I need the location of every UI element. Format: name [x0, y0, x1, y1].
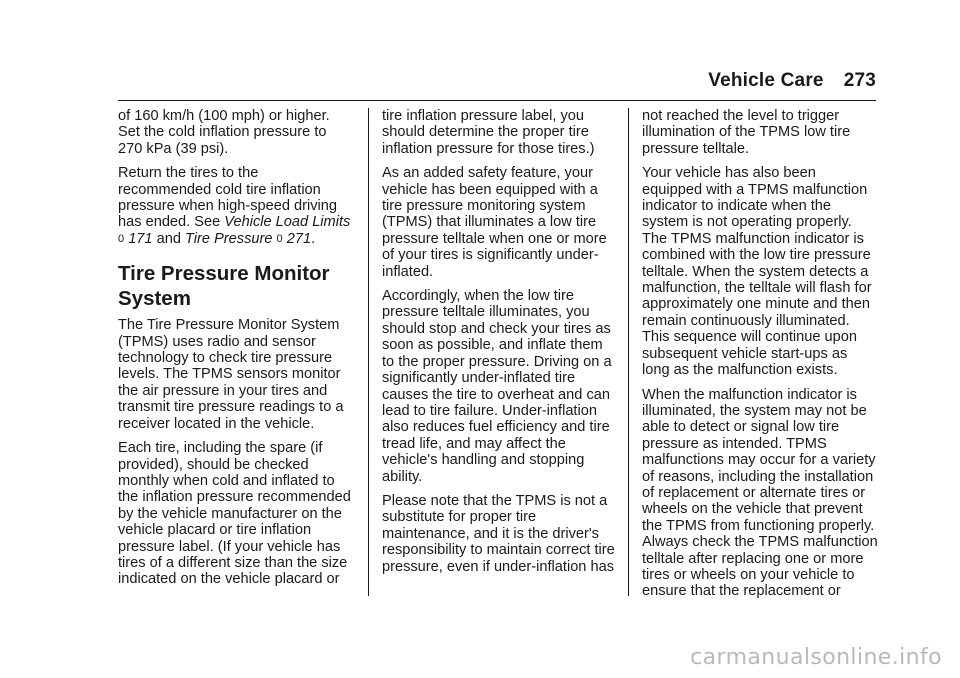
paragraph: tire inflation pressure label, you should determine the proper tire inflation pressure for those tires.) — [382, 108, 595, 157]
page-header — [0, 70, 876, 92]
cross-reference-link[interactable]: Vehicle Load Limits — [224, 214, 351, 231]
paragraph-text: . — [311, 230, 316, 247]
paragraph: As an added safety feature, your vehicle has been equipped with a tire pressure monitoring system (TPMS) that illuminates a low tire pressure telltale when one or more of your tires is significantly under-inflated. — [382, 165, 607, 280]
paragraph-text: Return the tires to the recommended cold tire inflation pressure when high-speed driving has ended. See — [118, 165, 338, 231]
paragraph: Please note that the TPMS is not a substitute for proper tire maintenance, and it is the driver's responsibility to maintain correct tire pressure, even if under-inflation has — [382, 492, 615, 575]
header-section-title: Vehicle Care — [708, 70, 824, 91]
watermark: carmanualsonline.info — [690, 645, 942, 670]
header-rule — [118, 100, 876, 101]
paragraph — [118, 165, 354, 247]
text-column-2 — [382, 108, 618, 583]
paragraph: The Tire Pressure Monitor System (TPMS) uses radio and sensor technology to check tire pressure levels. The TPMS sensors monitor the air pressure in your tires and transmit tire pressure readings to a receiver located in the vehicle. — [118, 317, 344, 432]
page-reference-arrow-icon: 0 — [276, 232, 283, 245]
cross-reference-page[interactable]: 271 — [286, 230, 312, 247]
column-divider — [368, 108, 369, 596]
paragraph: Your vehicle has also been equipped with a TPMS malfunction indicator to indicate when the system is not operating properly. The TPMS malfunction indicator is combined with the low tire pressure telltale. When the system detects a malfunction, the telltale will flash for approximately one minute and then remain continuously illuminated. This sequence will continue upon subsequent vehicle start-ups as long as the malfunction exists. — [642, 165, 872, 379]
paragraph: Each tire, including the spare (if provided), should be checked monthly when cold and inflated to the inflation pressure recommended by the vehicle manufacturer on the vehicle placard or tire inflation pressure label. (If your vehicle has tires of a different size than the size indicated on the vehicle placard or — [118, 440, 351, 588]
section-heading-line: System — [118, 287, 191, 311]
column-divider — [628, 108, 629, 596]
paragraph: Accordingly, when the low tire pressure telltale illuminates, you should stop and check your tires as soon as possible, and inflate them to the proper pressure. Driving on a significantly under-inflated tire causes the tire to overheat and can lead to tire failure. Under-inflation also reduces fuel efficiency and tire tread life, and may affect the vehicle's handling and stopping ability. — [382, 288, 612, 485]
section-heading-line: Tire Pressure Monitor — [118, 262, 330, 286]
cross-reference-link[interactable]: Tire Pressure — [185, 230, 273, 247]
text-column-1 — [118, 108, 354, 596]
text-column-3 — [642, 108, 878, 608]
page-reference-arrow-icon: 0 — [118, 232, 125, 245]
paragraph: not reached the level to trigger illumination of the TPMS low tire pressure telltale. — [642, 108, 851, 157]
paragraph: of 160 km/h (100 mph) or higher. Set the cold inflation pressure to 270 kPa (39 psi). — [118, 108, 330, 157]
cross-reference-page[interactable]: 171 — [128, 230, 153, 247]
page-number: 273 — [843, 70, 876, 91]
paragraph: When the malfunction indicator is illuminated, the system may not be able to detect or signal low tire pressure as intended. TPMS malfunctions may occur for a variety of reasons, including the installation of replacement or alternate tires or wheels on the vehicle that prevent the TPMS from functioning properly. Always check the TPMS malfunction telltale after replacing one or more tires or wheels on your vehicle to ensure that the replacement or — [642, 386, 878, 600]
section-heading — [118, 261, 354, 311]
paragraph-text: and — [152, 230, 186, 247]
